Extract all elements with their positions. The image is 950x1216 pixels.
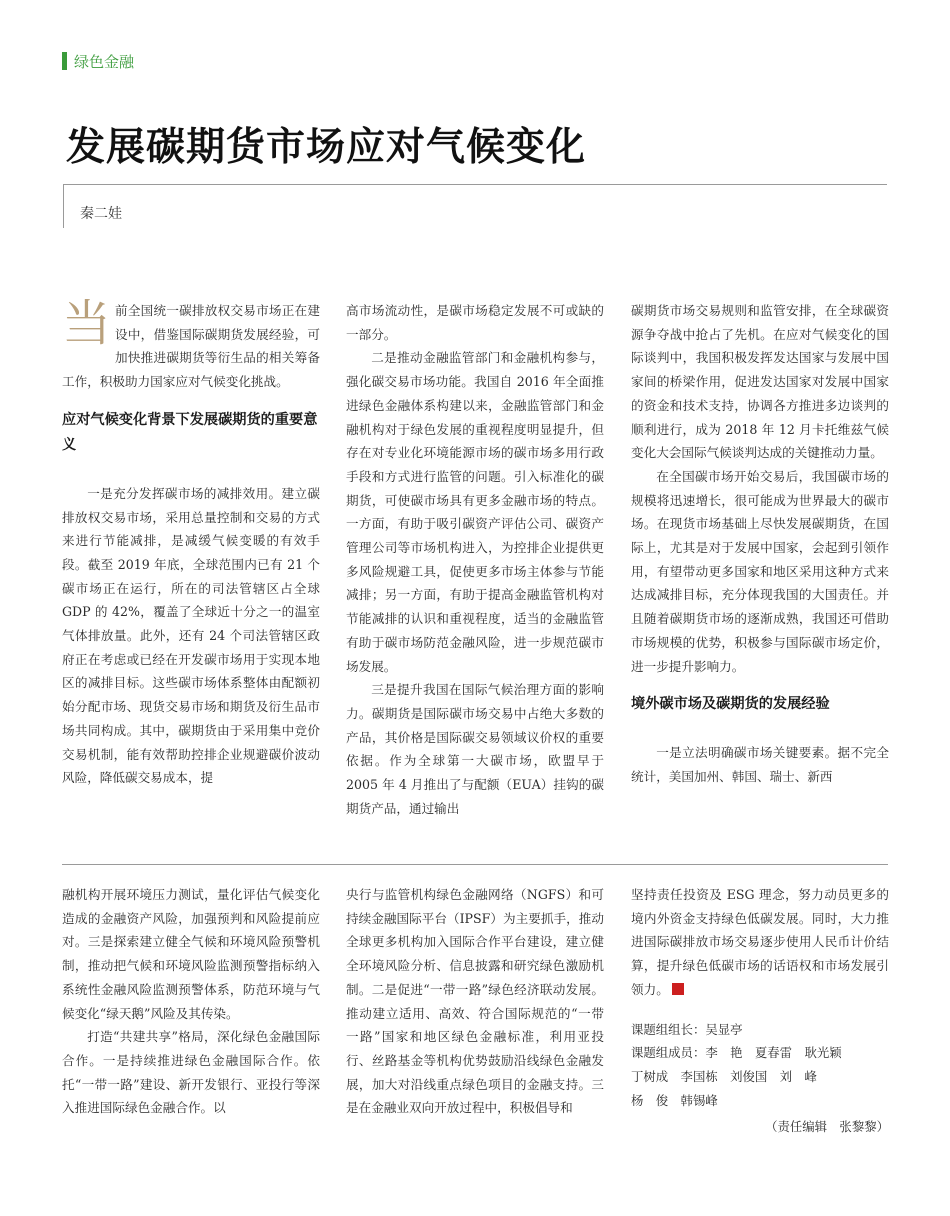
author-rule-vertical [63,184,64,228]
drop-cap: 当 [62,299,112,352]
section-tag-bar [62,52,67,70]
paragraph: 一是立法明确碳市场关键要素。据不完全统计，美国加州、韩国、瑞士、新西 [631,745,889,784]
column-2-bottom [346,883,604,1148]
column-3-bottom [631,883,889,1148]
credits-members: 丁树成 李国栋 刘俊国 刘 峰 [631,1068,817,1084]
paragraph: 融机构开展环境压力测试，量化评估气候变化造成的金融资产风险，加强预判和风险提前应对。三是探索建立健全气候和环境风险预警机制，推动把气候和环境风险监测预警指标纳入系统性金融风险监测预警体系，防范环境与气候变化“绿天鹅”风险及其传染。 [62,887,320,1021]
column-2-top [346,299,604,844]
closing-text: 坚持责任投资及 ESG 理念，努力动员更多的境内外资金支持绿色低碳发展。同时，大力推进国际碳排放市场交易逐步使用人民币计价结算，提升绿色低碳市场的话语权和市场发展引领力。 [631,887,889,997]
page-divider [62,864,888,865]
end-mark [672,983,684,995]
paragraph: 打造“共建共享”格局，深化绿色金融国际合作。一是持续推进绿色金融国际合作。依托“一带一路”建设、新开发银行、亚投行等深入推进国际绿色金融合作。以 [62,1029,320,1116]
column-1-top [62,299,320,844]
paragraph: 一是充分发挥碳市场的减排效用。建立碳排放权交易市场，采用总量控制和交易的方式来进行节能减排，是减缓气候变暖的有效手段。截至 2019 年底，全球范围内已有 21 个碳市场正在运行，所在的司法管辖区占全球 GDP 的 42%，覆盖了全球近十分之一的温室气体排放量。此外，还有 24 个司法管辖区政府正在考虑或已经在开发碳市场用于实现本地区的减排目标。这些碳市场体系整体由配额初始分配市场、现货交易市场和期货及衍生品市场共同构成。其中，碳期货由于采用集中竞价交易机制，能有效帮助控排企业规避碳价波动风险，降低碳交易成本，提 [62,485,320,786]
intro-text: 前全国统一碳排放权交易市场正在建设中，借鉴国际碳期货发展经验，可加快推进碳期货等衍生品的相关筹备工作，积极助力国家应对气候变化挑战。 [62,303,320,390]
paragraph: 高市场流动性，是碳市场稳定发展不可或缺的一部分。 [346,303,604,342]
paragraph: 央行与监管机构绿色金融网络（NGFS）和可持续金融国际平台（IPSF）为主要抓手，推动全球更多机构加入国际合作平台建设，建立健全环境风险分析、信息披露和研究绿色激励机制。二是促进“一带一路”绿色经济联动发展。推动建立适用、高效、符合国际规范的“一带一路”国家和地区绿色金融标准，利用亚投行、丝路基金等机构优势鼓励沿线绿色金融发展，加大对沿线重点绿色项目的金融支持。三是在金融业双向开放过程中，积极倡导和 [346,887,604,1116]
closing-paragraph [631,883,889,1002]
column-3-top [631,299,889,844]
credits-leader: 课题组组长：吴显亭 [631,1021,743,1037]
column-1-bottom [62,883,320,1148]
credits-members: 课题组成员：李 艳 夏春雷 耿光颖 [631,1045,842,1061]
section-heading-1: 应对气候变化背景下发展碳期货的重要意义 [62,411,318,453]
section-label: 绿色金融 [74,52,135,71]
intro-paragraph [62,299,320,394]
section-tag [62,51,134,71]
article-author: 秦二娃 [80,206,122,222]
paragraph: 在全国碳市场开始交易后，我国碳市场的规模将迅速增长，很可能成为世界最大的碳市场。在现货市场基础上尽快发展碳期货，在国际上，尤其是对于发展中国家，会起到引领作用，有望带动更多国家和地区采用这种方式来达成减排目标，充分体现我国的大国责任。并且随着碳期货市场的逐渐成熟，我国还可借助市场规模的优势，积极参与国际碳市场定价，进一步提升影响力。 [631,468,889,674]
paragraph: 三是提升我国在国际气候治理方面的影响力。碳期货是国际碳市场交易中占绝大多数的产品，其价格是国际碳交易领域议价权的重要依据。作为全球第一大碳市场，欧盟早于 2005 年 4 月推出了与配额（EUA）挂钩的碳期货产品，通过输出 [346,682,604,816]
author-rule [63,184,887,185]
article-title: 发展碳期货市场应对气候变化 [66,125,587,170]
credits-members: 杨 俊 韩锡峰 [631,1092,718,1108]
section-heading-2: 境外碳市场及碳期货的发展经验 [631,696,830,713]
responsible-editor: （责任编辑 张黎黎） [765,1119,889,1135]
credits [631,1018,889,1113]
paragraph: 碳期货市场交易规则和监管安排，在全球碳资源争夺战中抢占了先机。在应对气候变化的国际谈判中，我国积极发挥发达国家与发展中国家间的桥梁作用，促进发达国家对发展中国家的资金和技术支持，协调各方推进多边谈判的顺利进行，成为 2018 年 12 月卡托维兹气候变化大会国际气候谈判达成的关键推动力量。 [631,303,889,461]
paragraph: 二是推动金融监管部门和金融机构参与，强化碳交易市场功能。我国自 2016 年全面推进绿色金融体系构建以来，金融监管部门和金融机构对于绿色发展的重视程度明显提升，但存在对专业化环境能源市场的碳市场多用行政手段和方式进行监管的问题。引入标准化的碳期货，可使碳市场具有更多金融市场的特点。一方面，有助于吸引碳资产评估公司、碳资产管理公司等市场机构进入，为控排企业提供更多风险规避工具，促使更多市场主体参与节能减排；另一方面，有助于提高金融监管机构对节能减排的认识和重视程度，适当的金融监管有助于碳市场防范金融风险，进一步规范碳市场发展。 [346,350,604,674]
